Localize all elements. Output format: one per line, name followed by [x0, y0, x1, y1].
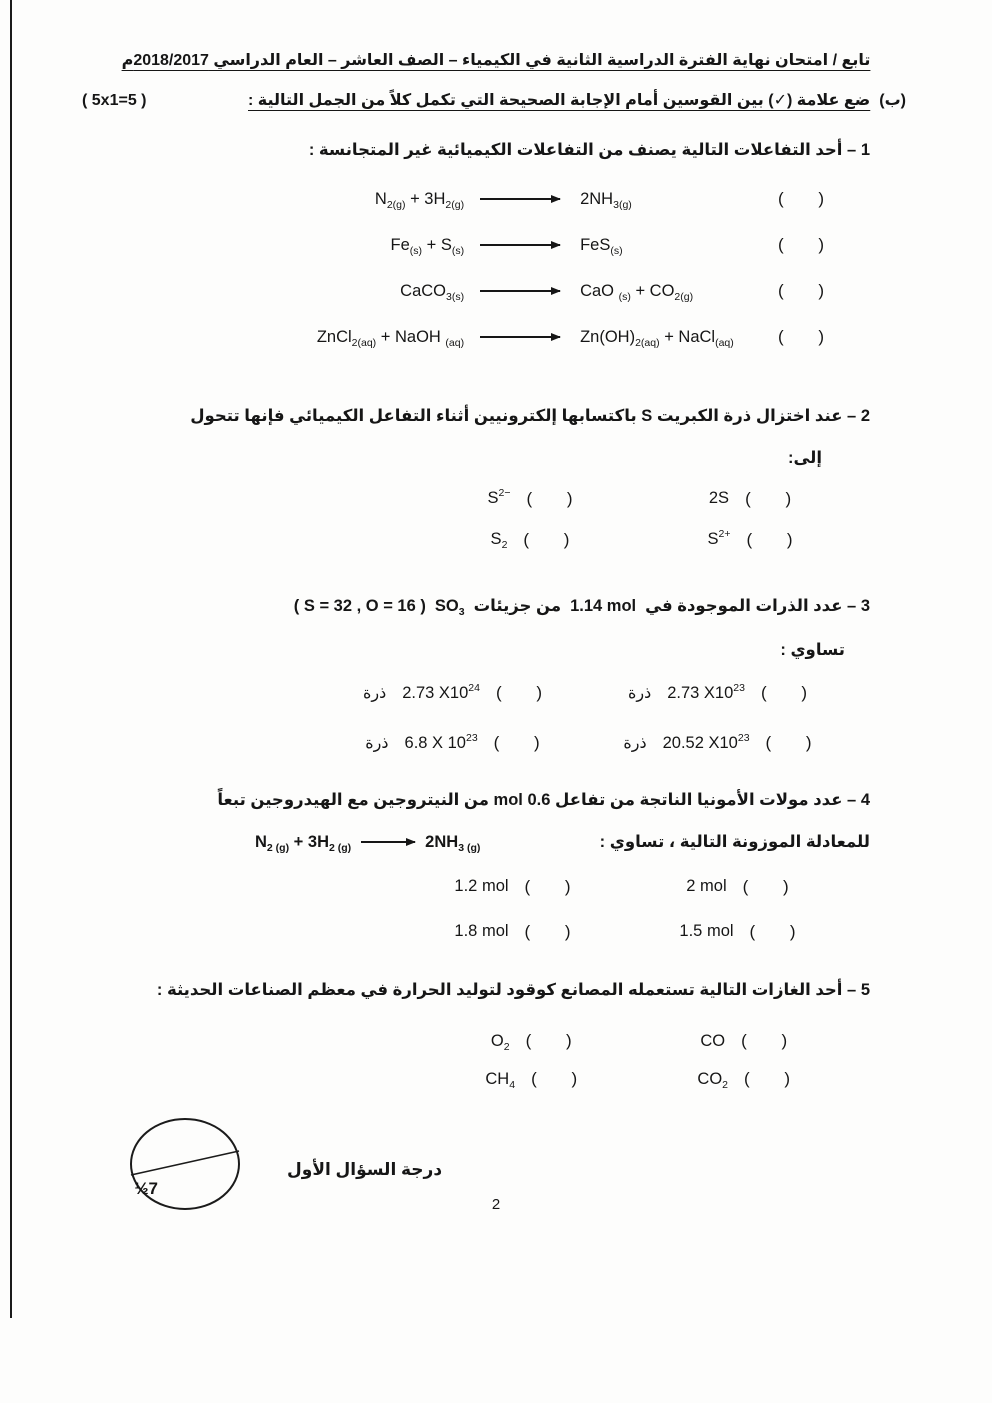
score-divider-line: [131, 1151, 239, 1175]
score-label: درجة السؤال الأول: [287, 1160, 443, 1179]
answer-parens: ( ): [778, 235, 825, 254]
reaction-arrow: [464, 336, 576, 338]
option-label: 20.52 $X10^{23}$: [662, 731, 750, 752]
section-label: (ب): [879, 92, 906, 109]
option-cell: [320, 718, 585, 768]
option-label: CO: [700, 1031, 726, 1050]
equation-products: $2NH_{3 (g)}$: [425, 832, 481, 854]
reaction-arrow: [464, 198, 576, 200]
option-cell: [638, 1060, 851, 1098]
title-text: 3 – عدد الذرات الموجودة في: [645, 597, 870, 615]
answer-parens: ( ): [495, 683, 543, 702]
reaction-option-1: [292, 176, 832, 222]
reaction-reactants: ZnCl$_{2(aq)}$ + NaOH $_{(aq)}$: [316, 327, 465, 349]
header-text: تابع / امتحان نهاية الفترة الدراسية الثانية في الكيمياء – الصف العاشر – العام الدراسي 2018/2017م: [121, 52, 871, 69]
answer-parens: ( ): [523, 529, 570, 549]
question-3-subtitle: تساوي :: [780, 641, 845, 659]
reaction-products: $Zn(OH)_{2(aq)}$ + NaCl$_{(aq)}$: [580, 327, 734, 349]
question-4-subtitle: للمعادلة الموزونة التالية ، تساوي :: [599, 833, 870, 851]
answer-parens: ( ): [749, 921, 796, 941]
question-3-title: [294, 596, 870, 616]
option-label: 2.73 $X10^{24}$: [402, 681, 480, 702]
option-label: $S^{2-}$: [487, 487, 511, 507]
question-4-title: 4 – عدد مولات الأمونيا الناتجة من تفاعل 0.6 mol من النيتروجين مع الهيدروجين تبعاً: [217, 791, 870, 809]
option-label: $S_2$: [490, 530, 508, 551]
option-label: 2S: [708, 489, 730, 507]
molecule-formula: $SO_3$: [434, 597, 465, 618]
page-header: [86, 50, 906, 70]
option-cell: [320, 668, 585, 718]
question-5-options: [425, 1022, 850, 1098]
question-2-subtitle: إلى:: [787, 449, 822, 467]
right-arrow-icon: [480, 336, 560, 338]
page-left-border-line: [10, 0, 12, 1318]
option-label: 6.8 X $10^{23}$: [404, 731, 478, 752]
question-3-options: [320, 668, 850, 768]
answer-parens: ( ): [524, 876, 571, 896]
answer-parens: ( ): [765, 733, 812, 752]
right-arrow-icon: [361, 841, 415, 843]
score-value: 7½: [134, 1179, 158, 1198]
reaction-reactants: $N_{2(g)} + 3H_{2(g)}$: [374, 189, 465, 211]
answer-parens: ( ): [525, 1031, 572, 1050]
option-label: 1.8 mol: [454, 922, 509, 940]
option-label: 2 mol: [686, 877, 727, 895]
answer-parens: ( ): [746, 529, 793, 549]
right-arrow-icon: [480, 290, 560, 292]
reaction-option-3: [292, 268, 832, 314]
reaction-arrow: [464, 290, 576, 292]
reaction-option-2: [292, 222, 832, 268]
reaction-reactants: $Fe_{(s)} + S_{(s)}$: [390, 235, 465, 257]
option-cell: [400, 909, 625, 954]
reaction-option-4: [292, 314, 832, 360]
option-label: $S^{2+}$: [707, 528, 731, 548]
option-cell: [625, 909, 850, 954]
option-cell: [400, 864, 625, 909]
option-label: $CH_4$: [485, 1069, 516, 1091]
option-cell: [420, 478, 640, 519]
balanced-equation: [255, 833, 480, 852]
option-cell: [425, 1022, 638, 1060]
unit-label: ذرة: [362, 685, 387, 702]
option-cell: [625, 864, 850, 909]
answer-parens: ( ): [760, 683, 808, 702]
question-2-title: 2 – عند اختزال ذرة الكبريت S باكتسابها إلكترونيين أثناء التفاعل الكيميائي فإنها تتحول: [190, 407, 870, 425]
unit-label: ذرة: [627, 685, 652, 702]
option-cell: [425, 1060, 638, 1098]
question-5-title: 5 – أحد الغازات التالية تستعمله المصانع كوقود لتوليد الحرارة في معظم الصناعات الحديثة :: [156, 981, 870, 999]
option-cell: [638, 1022, 851, 1060]
question-4-equation-line: [255, 832, 870, 852]
answer-parens: ( ): [745, 488, 792, 508]
option-label: $CO_2$: [697, 1069, 729, 1091]
equation-reactants: $N_{2 (g)} + 3H_{2 (g)}$: [255, 832, 352, 854]
instruction-line: [82, 90, 906, 110]
mole-quantity: 1.14 mol: [570, 597, 637, 615]
reaction-products: CaO $_{(s)} + CO_{2(g)}$: [580, 281, 694, 303]
unit-label: ذرة: [623, 735, 647, 752]
right-arrow-icon: [480, 244, 560, 246]
reaction-arrow: [464, 244, 576, 246]
option-cell: [640, 519, 860, 560]
option-label: $O_2$: [490, 1031, 510, 1053]
answer-parens: ( ): [741, 1031, 788, 1050]
question-1-title: 1 – أحد التفاعلات التالية يصنف من التفاعلات الكيميائية غير المتجانسة :: [308, 141, 870, 159]
option-label: 1.2 mol: [454, 877, 509, 895]
right-arrow-icon: [480, 198, 560, 200]
question-4-options: [400, 864, 850, 954]
answer-parens: ( ): [531, 1069, 578, 1088]
page-number: 2: [491, 1196, 501, 1213]
option-cell: [585, 668, 850, 718]
reaction-products: FeS$_{(s)}$: [580, 235, 623, 257]
answer-parens: ( ): [493, 733, 540, 752]
question-2-options: [420, 478, 860, 560]
instruction-text: ضع علامة (✓) بين القوسين أمام الإجابة الصحيحة التي تكمل كلاً من الجمل التالية :: [248, 92, 871, 109]
title-text: من جزيئات: [473, 597, 562, 615]
option-cell: [420, 519, 640, 560]
answer-parens: ( ): [778, 189, 825, 208]
option-label: 1.5 mol: [679, 922, 734, 940]
option-cell: [585, 718, 850, 768]
unit-label: ذرة: [365, 735, 389, 752]
reaction-reactants: CaCO$_{3(s)}$: [400, 281, 465, 303]
option-label: 2.73 $X10^{23}$: [667, 681, 745, 702]
answer-parens: ( ): [524, 921, 571, 941]
answer-parens: ( ): [778, 281, 825, 300]
answer-parens: ( ): [526, 488, 573, 508]
reaction-products: $2NH_{3(g)}$: [580, 189, 632, 211]
question-1-options: [292, 176, 832, 360]
answer-parens: ( ): [742, 876, 789, 896]
option-cell: [640, 478, 860, 519]
answer-parens: ( ): [778, 327, 825, 346]
answer-parens: ( ): [744, 1069, 791, 1088]
atomic-masses-note: ( S = 32 , O = 16 ): [293, 597, 426, 615]
marks-note: ( 5x1=5 ): [82, 92, 147, 109]
